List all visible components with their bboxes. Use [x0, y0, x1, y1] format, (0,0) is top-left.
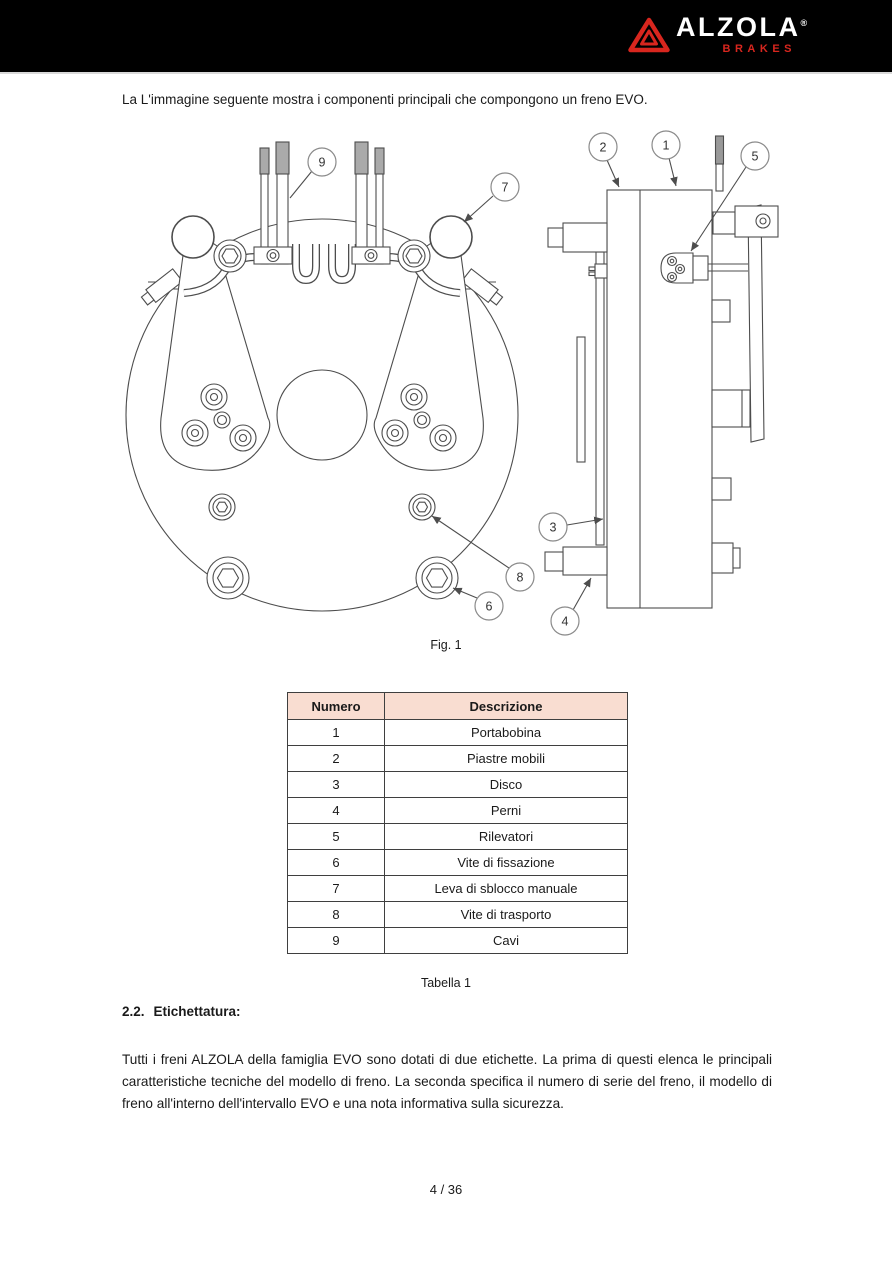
- figure-drawing: [110, 130, 800, 660]
- table-row: [288, 850, 628, 876]
- cell-descrizione: Rilevatori: [385, 824, 628, 850]
- cell-numero: 9: [288, 928, 385, 954]
- alzola-triangle-icon: [628, 16, 670, 54]
- pin-side: [563, 547, 607, 575]
- section-number: 2.2.: [122, 1004, 145, 1019]
- edge-clip-right: [461, 269, 504, 307]
- drawing-lines: [126, 131, 778, 635]
- cell-numero: 4: [288, 798, 385, 824]
- brake-diagram: [110, 130, 800, 660]
- callout-6-label: 6: [485, 599, 493, 614]
- brand-subtitle: BRAKES: [722, 43, 796, 55]
- callout-8-label: 8: [516, 570, 524, 585]
- cell-descrizione: Disco: [385, 772, 628, 798]
- cell-numero: 8: [288, 902, 385, 928]
- cell-descrizione: Cavi: [385, 928, 628, 954]
- brand-name: ALZOLA®: [676, 12, 808, 42]
- table-row: [288, 772, 628, 798]
- callout-4-label: 4: [561, 614, 569, 629]
- brake-body-side: [607, 190, 712, 608]
- table-row: [288, 798, 628, 824]
- intro-text: La L'immagine seguente mostra i componenti principali che compongono un freno EVO.: [122, 92, 648, 107]
- cell-descrizione: Portabobina: [385, 720, 628, 746]
- cell-numero: 5: [288, 824, 385, 850]
- cell-numero: 6: [288, 850, 385, 876]
- callout-2-label: 2: [599, 140, 607, 155]
- cell-numero: 7: [288, 876, 385, 902]
- page-number: 4 / 36: [429, 1182, 463, 1197]
- table-row: [288, 720, 628, 746]
- cell-descrizione: Piastre mobili: [385, 746, 628, 772]
- table-header-row: [288, 693, 628, 720]
- cell-descrizione: Leva di sblocco manuale: [385, 876, 628, 902]
- cell-descrizione: Vite di trasporto: [385, 902, 628, 928]
- callout-3-label: 3: [549, 520, 557, 535]
- table-row: [288, 824, 628, 850]
- callout-5-label: 5: [751, 149, 759, 164]
- table-caption: Tabella 1: [420, 976, 472, 990]
- lever-knob-left: [172, 216, 214, 258]
- parts-table: [287, 692, 628, 954]
- body-paragraph: Tutti i freni ALZOLA della famiglia EVO sono dotati di due etichette. La prima di questi elenca le principali caratteristiche tecniche del modello di freno. La seconda specifica il numero di serie del freno, il modello di freno all'interno dell'intervallo EVO e una nota informativa sulla sicurezza.: [122, 1052, 772, 1111]
- callout-9-label: 9: [318, 155, 326, 170]
- central-bore: [277, 370, 367, 460]
- registered-mark: ®: [800, 18, 808, 28]
- cell-numero: 3: [288, 772, 385, 798]
- column-header-numero: Numero: [288, 693, 385, 720]
- table-row: [288, 928, 628, 954]
- edge-clip-left: [140, 269, 183, 307]
- sensor-side: [661, 253, 748, 283]
- header-bar: [0, 0, 892, 74]
- lever-knob-right: [430, 216, 472, 258]
- column-header-descrizione: Descrizione: [385, 693, 628, 720]
- table-row: [288, 902, 628, 928]
- callout-7-label: 7: [501, 180, 509, 195]
- section-title: Etichettatura:: [153, 1004, 241, 1019]
- figure-caption: Fig. 1: [430, 638, 462, 652]
- table-row: [288, 876, 628, 902]
- cell-descrizione: Perni: [385, 798, 628, 824]
- section-heading: [122, 1004, 241, 1019]
- table-row: [288, 746, 628, 772]
- callout-1-label: 1: [662, 138, 670, 153]
- cell-numero: 1: [288, 720, 385, 746]
- cell-descrizione: Vite di fissazione: [385, 850, 628, 876]
- cell-numero: 2: [288, 746, 385, 772]
- alzola-logo: [628, 14, 828, 60]
- disc-side: [596, 252, 604, 545]
